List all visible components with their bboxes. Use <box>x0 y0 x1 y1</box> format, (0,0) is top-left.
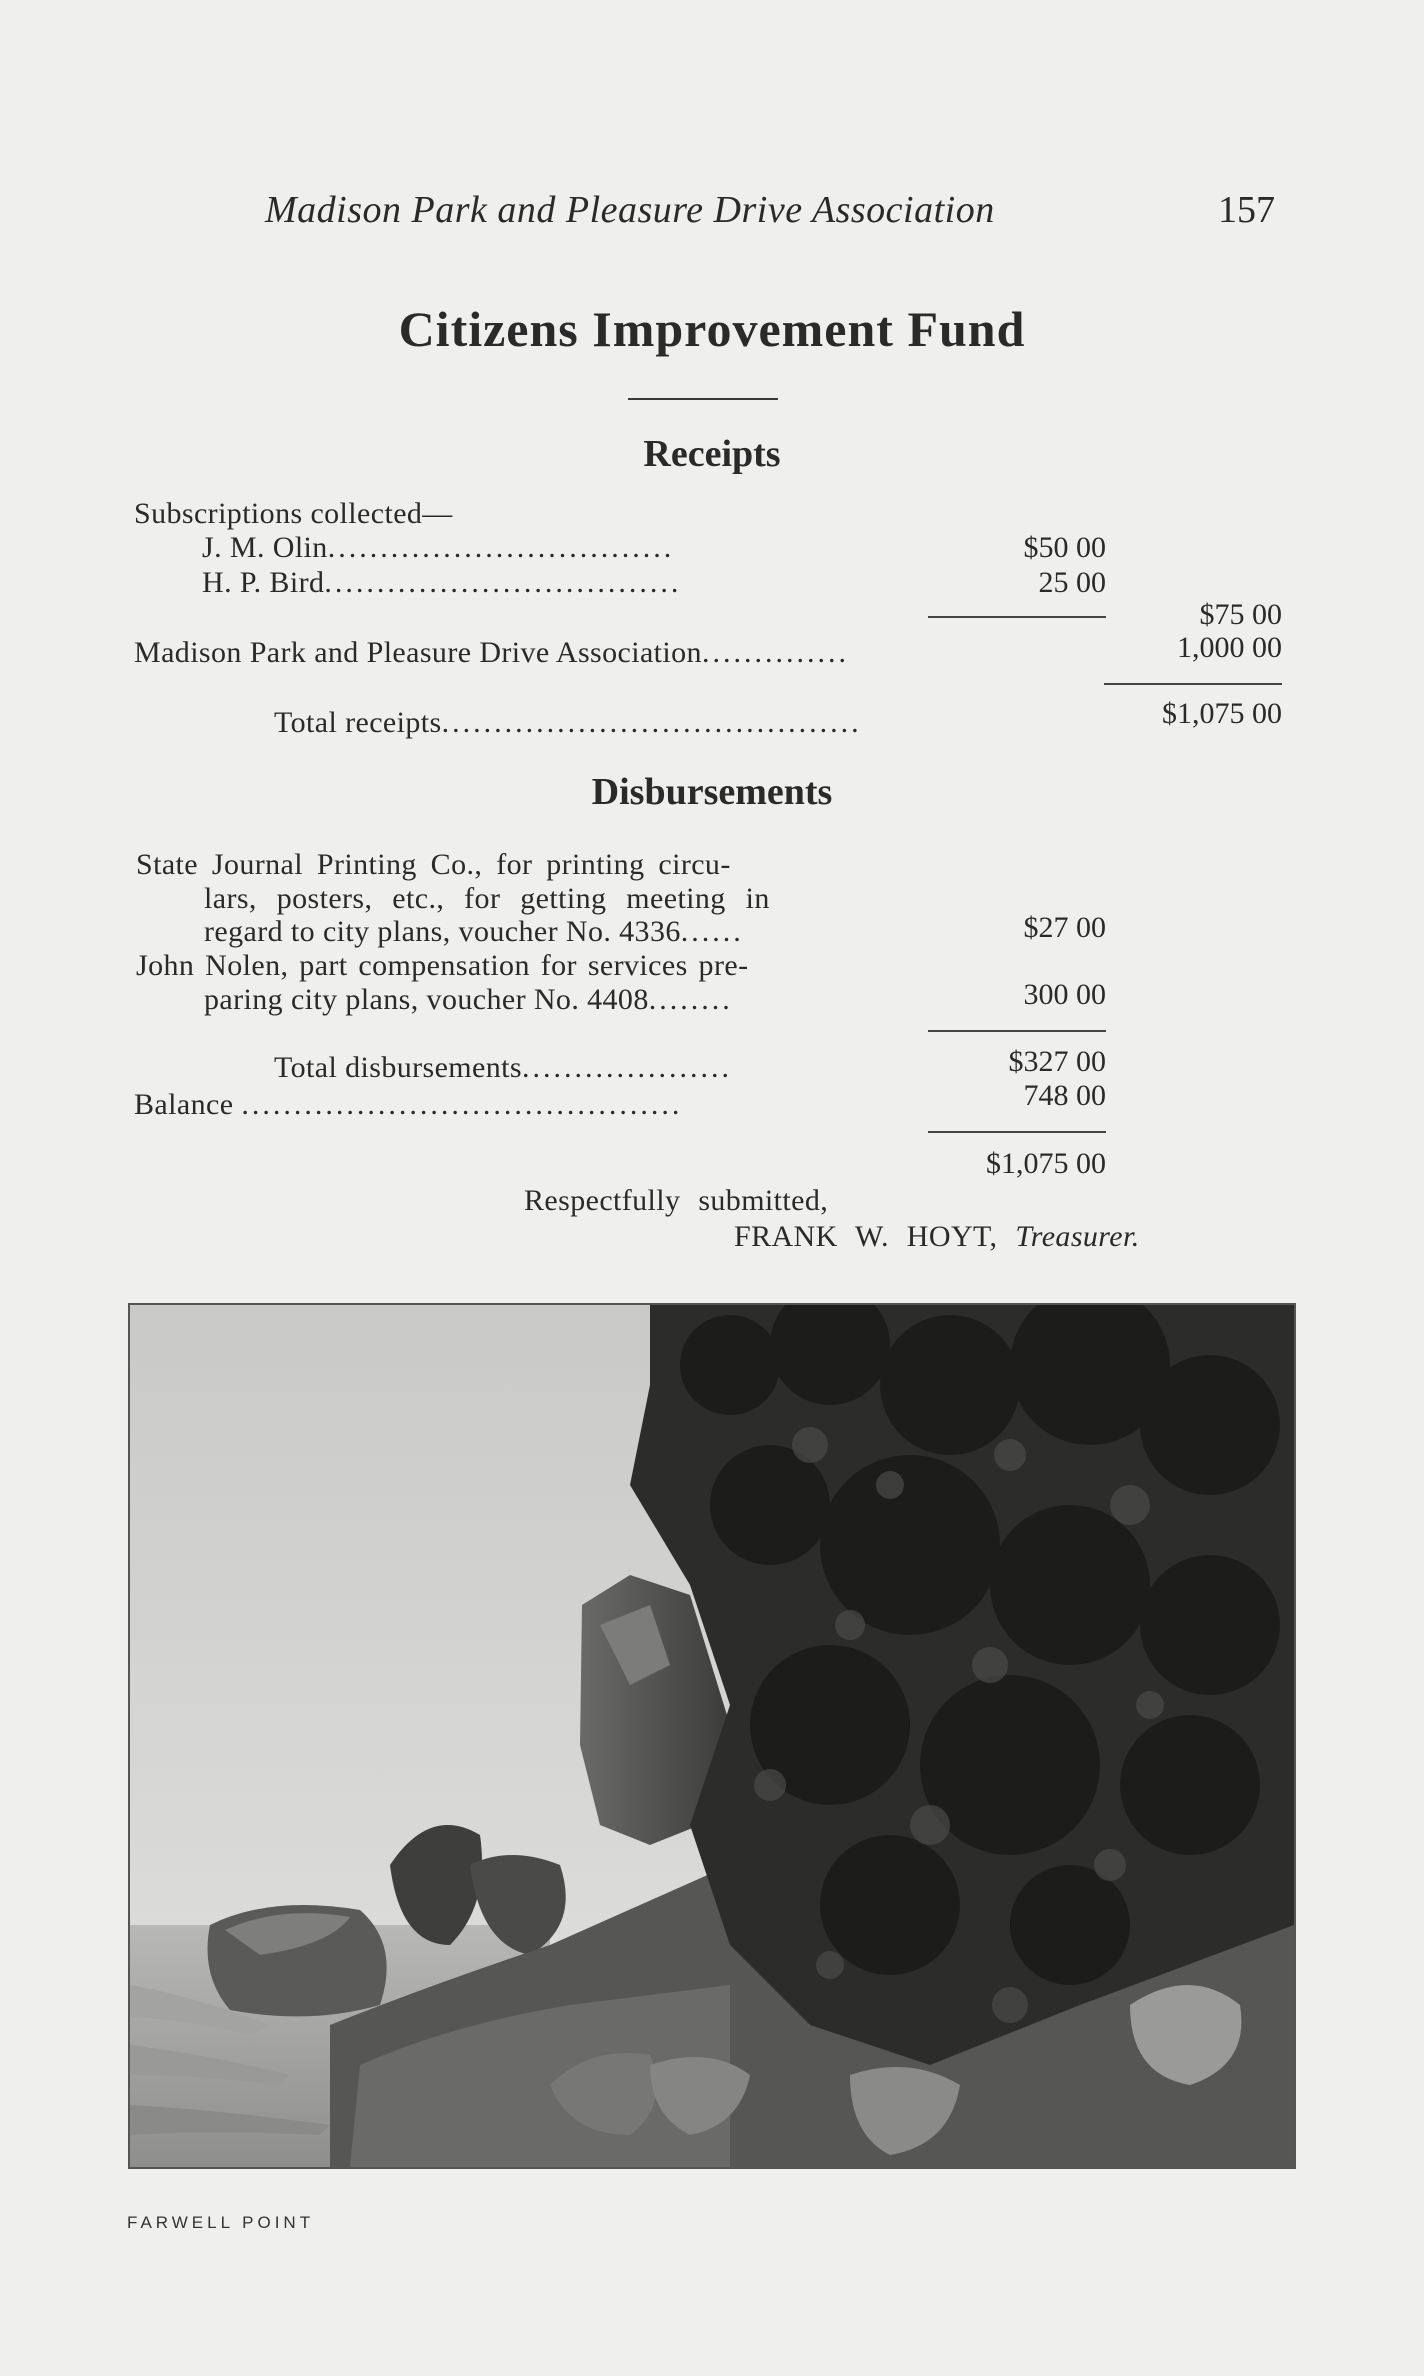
signatory-title: Treasurer. <box>1015 1220 1140 1253</box>
disbursement-text: State Journal Printing Co., for printing circu- <box>136 848 731 881</box>
total-disbursements-amount: $327 00 <box>1008 1045 1106 1078</box>
sum-rule <box>928 1030 1106 1032</box>
balance-label: Balance <box>134 1088 234 1121</box>
receipt-item-amount: $50 00 <box>1023 531 1106 564</box>
signatory <box>734 1220 1140 1254</box>
leader-dots: ........ <box>648 983 733 1016</box>
disbursements-heading: Disbursements <box>591 771 833 813</box>
leader-dots: .............. <box>701 636 849 669</box>
disbursement-text: lars, posters, etc., for getting meeting in <box>204 882 770 915</box>
page-number: 157 <box>1218 189 1275 231</box>
receipt-item-bird <box>202 566 681 600</box>
photo-caption: FARWELL POINT <box>127 2213 315 2232</box>
page-title: Citizens Improvement Fund <box>398 301 1026 357</box>
shoreline-photo <box>130 1305 1294 2167</box>
disbursement-text <box>204 915 744 949</box>
disbursement-text: John Nolen, part compensation for services pre- <box>136 949 749 982</box>
photograph <box>128 1303 1296 2169</box>
total-receipts-amount: $1,075 00 <box>1162 697 1282 730</box>
leader-dots: .................................. <box>324 566 682 599</box>
receipt-item-name: H. P. Bird <box>202 566 325 599</box>
association-amount: 1,000 00 <box>1177 631 1282 664</box>
disbursement-amount: 300 00 <box>1023 978 1106 1011</box>
leader-dots: ...... <box>680 915 744 948</box>
running-head: Madison Park and Pleasure Drive Association <box>265 189 995 231</box>
sum-rule <box>928 1131 1106 1133</box>
subscriptions-subtotal: $75 00 <box>1199 598 1282 631</box>
disbursement-text-end: regard to city plans, voucher No. 4336 <box>204 915 681 948</box>
balance-line <box>134 1088 682 1122</box>
signatory-name: FRANK W. HOYT, <box>734 1220 998 1253</box>
title-divider <box>628 398 778 400</box>
closing: Respectfully submitted, <box>524 1184 829 1217</box>
sum-rule <box>1104 683 1282 685</box>
association-receipt <box>134 636 849 670</box>
total-disbursements <box>274 1051 732 1085</box>
disbursement-text-end: paring city plans, voucher No. 4408 <box>204 983 649 1016</box>
leader-dots: ........................................ <box>441 706 862 739</box>
sum-rule <box>928 616 1106 618</box>
balance-amount: 748 00 <box>1023 1079 1106 1112</box>
association-label: Madison Park and Pleasure Drive Association <box>134 636 702 669</box>
receipts-heading: Receipts <box>643 433 781 475</box>
receipt-item-name: J. M. Olin <box>202 531 328 564</box>
total-receipts-label: Total receipts <box>274 706 442 739</box>
total-receipts <box>274 706 862 740</box>
leader-dots: .................... <box>521 1051 732 1084</box>
leader-dots: ................................. <box>327 531 675 564</box>
subscriptions-label: Subscriptions collected— <box>134 497 453 530</box>
total-disbursements-label: Total disbursements <box>274 1051 522 1084</box>
leader-dots: .......................................... <box>241 1088 683 1121</box>
receipt-item-olin <box>202 531 674 565</box>
receipt-item-amount: 25 00 <box>1038 566 1106 599</box>
disbursements-grand-total: $1,075 00 <box>986 1147 1106 1180</box>
disbursement-amount: $27 00 <box>1023 911 1106 944</box>
disbursement-text <box>204 983 733 1017</box>
